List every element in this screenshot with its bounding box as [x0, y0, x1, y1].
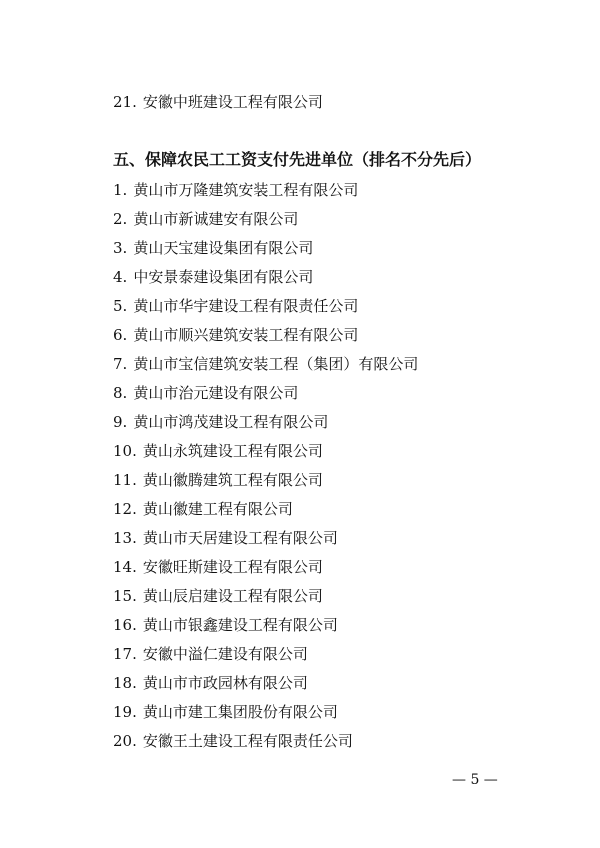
item-number: 19. — [113, 703, 137, 721]
page-number: — 5 — — [452, 772, 498, 788]
item-name: 黄山市银鑫建设工程有限公司 — [142, 616, 338, 634]
item-number: 20. — [113, 732, 137, 750]
item-name: 黄山市鸿茂建设工程有限公司 — [133, 413, 329, 431]
item-name: 黄山市治元建设有限公司 — [133, 384, 299, 402]
list-item — [113, 180, 358, 200]
item-number: 9. — [113, 413, 128, 431]
item-name: 黄山徽腾建筑工程有限公司 — [142, 471, 323, 489]
item-number: 14. — [113, 558, 137, 576]
list-item — [113, 702, 338, 722]
list-item — [113, 267, 313, 287]
item-name: 黄山市新诚建安有限公司 — [133, 210, 299, 228]
item-name: 安徽旺斯建设工程有限公司 — [142, 558, 323, 576]
item-number: 7. — [113, 355, 128, 373]
item-name: 黄山市顺兴建筑安装工程有限公司 — [133, 326, 359, 344]
item-name: 黄山市华宇建设工程有限责任公司 — [133, 297, 359, 315]
item-number: 1. — [113, 181, 128, 199]
item-number: 21. — [113, 93, 137, 111]
list-item — [113, 731, 353, 751]
list-item — [113, 325, 358, 345]
item-number: 6. — [113, 326, 128, 344]
list-item — [113, 586, 323, 606]
item-name: 安徽中溢仁建设有限公司 — [142, 645, 308, 663]
item-name: 黄山市宝信建筑安装工程（集团）有限公司 — [133, 355, 419, 373]
item-name: 黄山市天居建设工程有限公司 — [142, 529, 338, 547]
list-item — [113, 238, 313, 258]
item-number: 12. — [113, 500, 137, 518]
item-number: 13. — [113, 529, 137, 547]
item-number: 10. — [113, 442, 137, 460]
item-name: 安徽中班建设工程有限公司 — [142, 93, 323, 111]
list-item — [113, 673, 308, 693]
item-name: 黄山市万隆建筑安装工程有限公司 — [133, 181, 359, 199]
item-name: 黄山辰启建设工程有限公司 — [142, 587, 323, 605]
item-number: 18. — [113, 674, 137, 692]
list-item — [113, 557, 323, 577]
list-item — [113, 615, 338, 635]
list-item-top — [113, 92, 323, 112]
list-item — [113, 441, 323, 461]
item-name: 安徽王土建设工程有限责任公司 — [142, 732, 353, 750]
item-number: 11. — [113, 471, 137, 489]
list-item — [113, 296, 358, 316]
list-item — [113, 354, 418, 374]
item-number: 16. — [113, 616, 137, 634]
list-item — [113, 209, 298, 229]
list-item — [113, 644, 308, 664]
list-item — [113, 499, 293, 519]
item-number: 4. — [113, 268, 128, 286]
item-name: 中安景泰建设集团有限公司 — [133, 268, 314, 286]
list-item — [113, 470, 323, 490]
item-number: 2. — [113, 210, 128, 228]
item-name: 黄山天宝建设集团有限公司 — [133, 239, 314, 257]
list-item — [113, 383, 298, 403]
item-number: 17. — [113, 645, 137, 663]
item-name: 黄山徽建工程有限公司 — [142, 500, 293, 518]
list-item — [113, 412, 328, 432]
section-heading: 五、保障农民工工资支付先进单位（排名不分先后） — [113, 150, 482, 169]
item-number: 8. — [113, 384, 128, 402]
list-item — [113, 528, 338, 548]
item-name: 黄山市市政园林有限公司 — [142, 674, 308, 692]
item-number: 3. — [113, 239, 128, 257]
item-number: 5. — [113, 297, 128, 315]
item-name: 黄山永筑建设工程有限公司 — [142, 442, 323, 460]
item-number: 15. — [113, 587, 137, 605]
item-name: 黄山市建工集团股份有限公司 — [142, 703, 338, 721]
